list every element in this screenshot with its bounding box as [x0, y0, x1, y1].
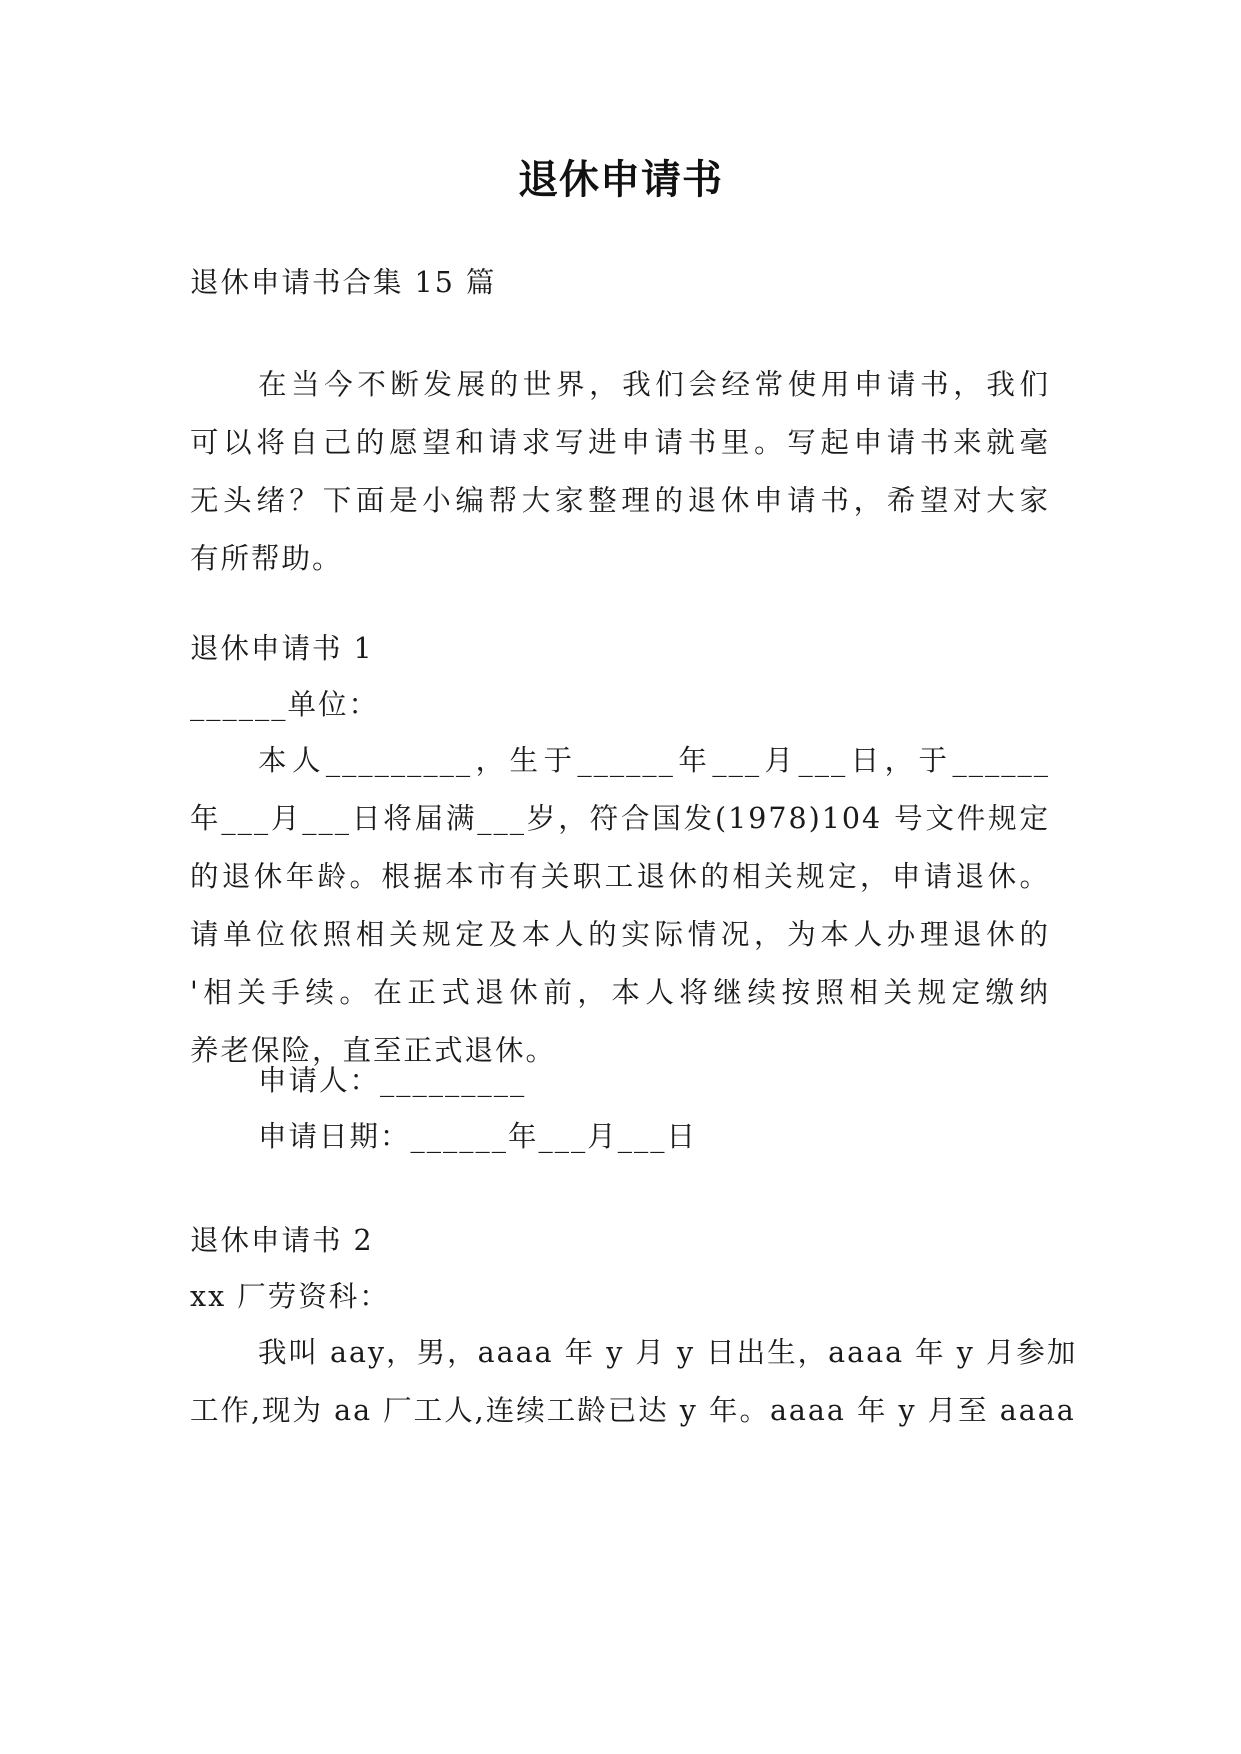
section1-line: '相关手续。在正式退休前，本人将继续按照相关规定缴纳: [190, 976, 1050, 1009]
section1-applicant: 申请人：_________: [258, 1064, 527, 1097]
section2-line: 工作,现为 aa 厂工人,连续工龄已达 y 年。aaaa 年 y 月至 aaaa: [190, 1394, 1076, 1427]
section1-line: 年___月___日将届满___岁，符合国发(1978)104 号文件规定: [190, 802, 1050, 835]
section1-date: 申请日期：______年___月___日: [258, 1120, 698, 1153]
section2-heading: 退休申请书 2: [190, 1224, 374, 1257]
section1-line: 养老保险，直至正式退休。: [190, 1034, 557, 1067]
intro-line: 可以将自己的愿望和请求写进申请书里。写起申请书来就毫: [190, 426, 1050, 459]
section1-body: [190, 732, 1050, 1080]
intro-line: 有所帮助。: [190, 542, 343, 575]
section2-line: 我叫 aay，男，aaaa 年 y 月 y 日出生，aaaa 年 y 月参加: [258, 1336, 1078, 1369]
section1-heading: 退休申请书 1: [190, 632, 374, 665]
section2-body: [190, 1324, 1078, 1440]
intro-paragraph: [190, 356, 1050, 588]
section1-line: 本人_________，生于______年___月___日，于______: [258, 744, 1050, 777]
collection-title: 退休申请书合集 15 篇: [190, 266, 497, 299]
section2-addressee: xx 厂劳资科：: [190, 1280, 390, 1313]
section1-line: 请单位依照相关规定及本人的实际情况，为本人办理退休的: [190, 918, 1050, 951]
document-title: 退休申请书: [518, 157, 723, 203]
intro-line: 在当今不断发展的世界，我们会经常使用申请书，我们: [258, 368, 1050, 401]
intro-line: 无头绪？下面是小编帮大家整理的退休申请书，希望对大家: [190, 484, 1050, 517]
section1-addressee: ______单位：: [190, 688, 380, 721]
section1-line: 的退休年龄。根据本市有关职工退休的相关规定，申请退休。: [190, 860, 1050, 893]
